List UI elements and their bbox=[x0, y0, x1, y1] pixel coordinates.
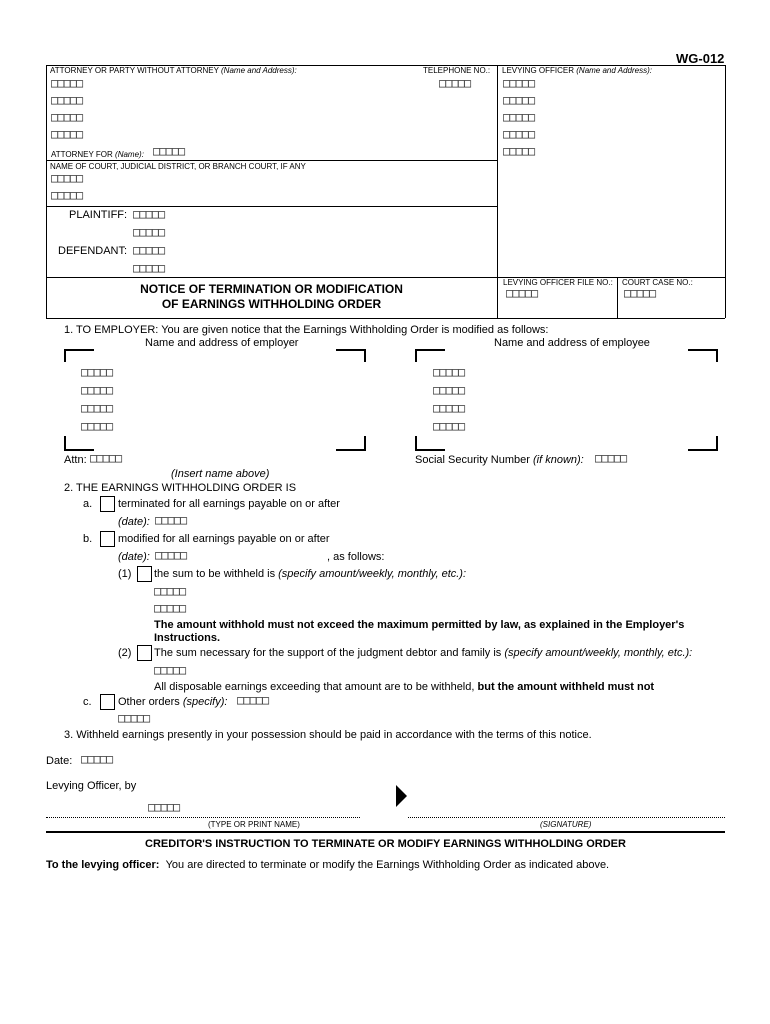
employee-address-line2[interactable]: □□□□□ bbox=[433, 383, 465, 397]
employee-address-line1[interactable]: □□□□□ bbox=[433, 365, 465, 379]
employee-bracket-br bbox=[716, 436, 718, 449]
caption-mid-divider bbox=[497, 65, 498, 318]
court-label: NAME OF COURT, JUDICIAL DISTRICT, OR BRANCH COURT, IF ANY bbox=[50, 162, 306, 171]
signature-caption: (SIGNATURE) bbox=[540, 820, 592, 829]
employer-bracket-br bbox=[364, 436, 366, 449]
ssn-label: Social Security Number (if known): bbox=[415, 454, 584, 466]
court-row-top bbox=[46, 160, 497, 161]
plaintiff-line1[interactable]: □□□□□ bbox=[133, 207, 165, 221]
other-orders-field[interactable]: □□□□□ bbox=[237, 693, 269, 707]
support-sum-field[interactable]: □□□□□ bbox=[154, 663, 186, 677]
type-name-field[interactable]: □□□□□ bbox=[148, 800, 180, 814]
other-orders-text: Other orders (specify): bbox=[118, 696, 228, 708]
attorney-address-line1[interactable]: □□□□□ bbox=[51, 76, 83, 90]
employer-bracket-tr bbox=[336, 349, 366, 351]
terminated-checkbox[interactable] bbox=[100, 496, 115, 512]
form-id: WG-012 bbox=[676, 51, 725, 66]
sum-withheld-checkbox[interactable] bbox=[137, 566, 152, 582]
employer-bracket-tl bbox=[64, 349, 94, 351]
employee-bracket-tl bbox=[415, 349, 445, 351]
defendant-label: DEFENDANT: bbox=[58, 245, 128, 257]
levying-address-line3[interactable]: □□□□□ bbox=[503, 110, 535, 124]
attorney-address-line4[interactable]: □□□□□ bbox=[51, 127, 83, 141]
telephone-label: TELEPHONE NO.: bbox=[423, 66, 491, 75]
option-1-number: (1) bbox=[118, 568, 132, 580]
section3-text: 3. Withheld earnings presently in your possession should be paid in accordance with the terms of this notice. bbox=[64, 729, 592, 741]
option-2-number: (2) bbox=[118, 647, 132, 659]
attn-label: Attn: bbox=[64, 454, 87, 466]
attorney-for-field[interactable]: □□□□□ bbox=[153, 144, 185, 158]
attorney-label: ATTORNEY OR PARTY WITHOUT ATTORNEY (Name and Address): bbox=[50, 66, 297, 75]
file-divider bbox=[617, 277, 618, 318]
modified-date-label: (date): bbox=[118, 551, 150, 563]
type-name-line bbox=[46, 817, 360, 818]
levying-officer-instruction: To the levying officer: You are directed to terminate or modify the Earnings Withholding Order as indicated above. bbox=[46, 859, 610, 871]
disposable-earnings-text: All disposable earnings exceeding that amount are to be withheld, but the amount withheld must not bbox=[154, 681, 655, 693]
terminated-date-label: (date): bbox=[118, 516, 150, 528]
employee-bracket-tr bbox=[688, 349, 718, 351]
creditor-instruction-title: CREDITOR'S INSTRUCTION TO TERMINATE OR MODIFY EARNINGS WITHHOLDING ORDER bbox=[145, 838, 626, 850]
attorney-address-line3[interactable]: □□□□□ bbox=[51, 110, 83, 124]
levying-address-line1[interactable]: □□□□□ bbox=[503, 76, 535, 90]
max-withhold-warning: The amount withhold must not exceed the maximum permitted by law, as explained in the Employer's Instructions. bbox=[154, 619, 685, 644]
caption-right-border bbox=[725, 65, 726, 318]
support-sum-checkbox[interactable] bbox=[137, 645, 152, 661]
employee-caption: Name and address of employee bbox=[494, 337, 650, 349]
attn-field[interactable]: □□□□□ bbox=[90, 451, 122, 465]
employer-address-line4[interactable]: □□□□□ bbox=[81, 419, 113, 433]
other-orders-checkbox[interactable] bbox=[100, 694, 115, 710]
terminated-text: terminated for all earnings payable on or after bbox=[118, 498, 340, 510]
court-case-label: COURT CASE NO.: bbox=[622, 278, 693, 287]
court-name-line2[interactable]: □□□□□ bbox=[51, 188, 83, 202]
employer-address-line2[interactable]: □□□□□ bbox=[81, 383, 113, 397]
parties-row-top bbox=[46, 206, 497, 207]
terminated-date-field[interactable]: □□□□□ bbox=[155, 513, 187, 527]
ssn-field[interactable]: □□□□□ bbox=[595, 451, 627, 465]
employer-address-line3[interactable]: □□□□□ bbox=[81, 401, 113, 415]
telephone-field[interactable]: □□□□□ bbox=[439, 76, 471, 90]
defendant-line1[interactable]: □□□□□ bbox=[133, 243, 165, 257]
levying-officer-label: LEVYING OFFICER (Name and Address): bbox=[502, 66, 652, 75]
employer-address-line1[interactable]: □□□□□ bbox=[81, 365, 113, 379]
sum-withheld-text: the sum to be withheld is (specify amount/weekly, monthly, etc.): bbox=[154, 568, 467, 580]
caption-left-border bbox=[46, 65, 47, 318]
court-case-field[interactable]: □□□□□ bbox=[624, 286, 656, 300]
attorney-address-line2[interactable]: □□□□□ bbox=[51, 93, 83, 107]
type-name-caption: (TYPE OR PRINT NAME) bbox=[208, 820, 300, 829]
support-sum-text: The sum necessary for the support of the judgment debtor and family is (specify amount/weekly, monthly, etc.): bbox=[154, 647, 693, 659]
insert-name-note: (Insert name above) bbox=[171, 468, 270, 480]
levying-address-line2[interactable]: □□□□□ bbox=[503, 93, 535, 107]
plaintiff-line2[interactable]: □□□□□ bbox=[133, 225, 165, 239]
court-name-line1[interactable]: □□□□□ bbox=[51, 171, 83, 185]
employer-caption: Name and address of employer bbox=[145, 337, 299, 349]
as-follows-text: , as follows: bbox=[327, 551, 385, 563]
option-a-letter: a. bbox=[83, 498, 93, 510]
levying-file-field[interactable]: □□□□□ bbox=[506, 286, 538, 300]
defendant-line2[interactable]: □□□□□ bbox=[133, 261, 165, 275]
employee-address-line4[interactable]: □□□□□ bbox=[433, 419, 465, 433]
signature-line[interactable] bbox=[408, 817, 725, 818]
modified-text: modified for all earnings payable on or after bbox=[118, 533, 330, 545]
option-b-letter: b. bbox=[83, 533, 93, 545]
sum-withheld-line1[interactable]: □□□□□ bbox=[154, 584, 186, 598]
employee-address-line3[interactable]: □□□□□ bbox=[433, 401, 465, 415]
levying-address-line4[interactable]: □□□□□ bbox=[503, 127, 535, 141]
signature-arrow-icon bbox=[396, 785, 407, 807]
date-label: Date: bbox=[46, 755, 73, 767]
document-title: NOTICE OF TERMINATION OR MODIFICATION OF EARNINGS WITHHOLDING ORDER bbox=[140, 282, 403, 311]
footer-divider bbox=[46, 831, 725, 833]
employee-bracket-bl bbox=[415, 436, 417, 449]
caption-bottom-border bbox=[46, 318, 725, 319]
modified-checkbox[interactable] bbox=[100, 531, 115, 547]
attorney-for-label: ATTORNEY FOR (Name): bbox=[51, 150, 144, 159]
modified-date-field[interactable]: □□□□□ bbox=[155, 548, 187, 562]
levying-file-label: LEVYING OFFICER FILE NO.: bbox=[503, 278, 613, 287]
employer-bracket-bl bbox=[64, 436, 66, 449]
other-orders-line2[interactable]: □□□□□ bbox=[118, 711, 150, 725]
levying-officer-by-label: Levying Officer, by bbox=[46, 780, 137, 792]
sum-withheld-line2[interactable]: □□□□□ bbox=[154, 601, 186, 615]
section2-heading: 2. THE EARNINGS WITHHOLDING ORDER IS bbox=[64, 482, 297, 494]
date-field[interactable]: □□□□□ bbox=[81, 752, 113, 766]
plaintiff-label: PLAINTIFF: bbox=[69, 209, 128, 221]
employer-notice-text: 1. TO EMPLOYER: You are given notice that the Earnings Withholding Order is modified as follows: bbox=[64, 324, 549, 336]
option-c-letter: c. bbox=[83, 696, 92, 708]
levying-address-line5[interactable]: □□□□□ bbox=[503, 144, 535, 158]
